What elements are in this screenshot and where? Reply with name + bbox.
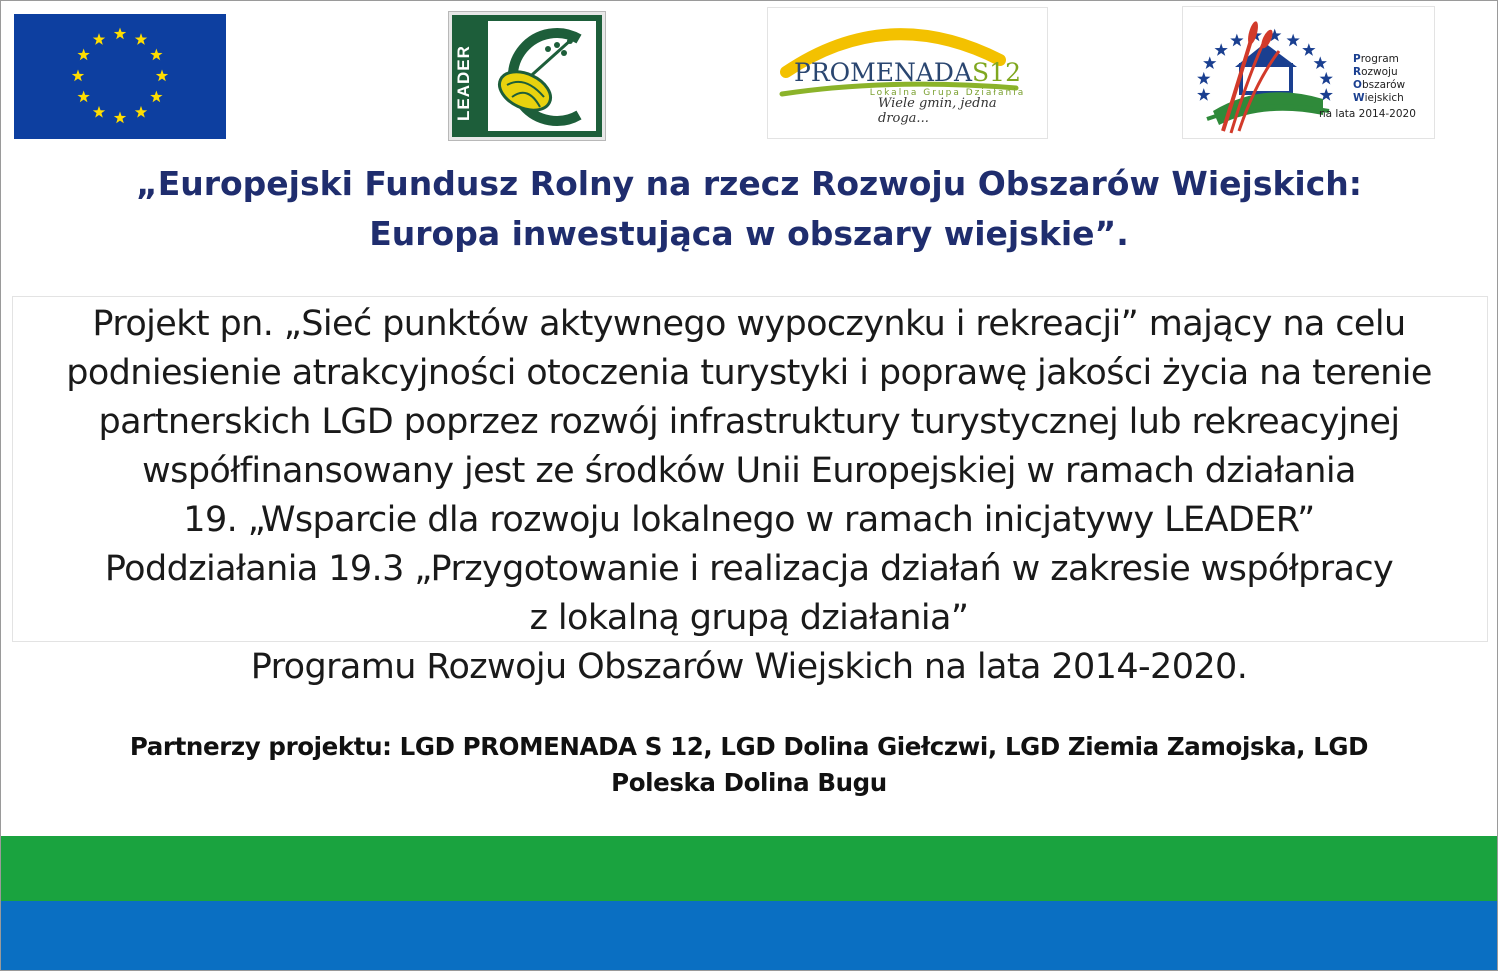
leader-logo-text: LEADER <box>454 45 473 121</box>
heading-line-2: Europa inwestująca w obszary wiejskie”. <box>369 214 1129 253</box>
prow-star-icon <box>1314 56 1327 69</box>
eu-stars-icon <box>14 14 226 139</box>
leader-logo <box>449 12 605 140</box>
prow-star-icon <box>1230 34 1243 47</box>
prow-years: na lata 2014-2020 <box>1319 108 1416 120</box>
prow-logo <box>1182 6 1435 139</box>
prow-star-icon <box>1286 34 1299 47</box>
description-line-7: z lokalną grupą działania” <box>529 598 969 638</box>
eu-flag-logo <box>14 14 226 139</box>
eu-star-icon <box>93 33 105 45</box>
green-band <box>1 836 1497 901</box>
heading-line-1: „Europejski Fundusz Rolny na rzecz Rozwoju Obszarów Wiejskich: <box>136 164 1362 203</box>
eu-star-icon <box>114 112 126 124</box>
eu-star-icon <box>156 70 168 82</box>
blue-band <box>1 901 1497 971</box>
description-line-8: Programu Rozwoju Obszarów Wiejskich na lata 2014-2020. <box>250 647 1248 687</box>
eu-star-icon <box>77 91 89 103</box>
prow-star-icon <box>1302 43 1315 56</box>
description-line-4: współfinansowany jest ze środków Unii Europejskiej w ramach działania <box>142 451 1356 491</box>
description-line-2: podniesienie atrakcyjności otoczenia turystyki i poprawę jakości życia na terenie <box>66 353 1432 393</box>
prow-star-icon <box>1215 43 1228 56</box>
promenada-slogan: Wiele gmin, jedna droga... <box>878 96 997 126</box>
prow-wordmark: Program Rozwoju Obszarów Wiejskich <box>1353 53 1406 104</box>
description-line-6: Poddziałania 19.3 „Przygotowanie i realizacja działań w zakresie współpracy <box>104 549 1394 589</box>
promenada-name <box>768 58 1047 87</box>
main-heading <box>21 159 1477 259</box>
prow-star-icon <box>1203 56 1216 69</box>
description-line-5: 19. „Wsparcie dla rozwoju lokalnego w ramach inicjatywy LEADER” <box>183 500 1315 540</box>
eu-star-icon <box>150 91 162 103</box>
leader-emblem-icon <box>452 15 602 137</box>
project-description <box>1 300 1497 692</box>
prow-star-icon <box>1320 72 1333 85</box>
prow-star-icon <box>1197 88 1210 101</box>
eu-star-icon <box>150 49 162 61</box>
promenada-name-main: PROMENADA <box>794 58 973 87</box>
eu-star-icon <box>93 106 105 118</box>
promenada-s12-logo <box>767 7 1048 139</box>
description-line-1: Projekt pn. „Sieć punktów aktywnego wypoczynku i rekreacji” mający na celu <box>92 304 1406 344</box>
partners-line-1: Partnerzy projektu: LGD PROMENADA S 12, LGD Dolina Giełczwi, LGD Ziemia Zamojska, LGD <box>129 732 1369 761</box>
description-line-3: partnerskich LGD poprzez rozwój infrastruktury turystycznej lub rekreacyjnej <box>98 402 1400 442</box>
project-partners <box>31 729 1467 801</box>
promenada-name-suffix: S12 <box>972 58 1021 87</box>
eu-star-icon <box>135 33 147 45</box>
eu-star-icon <box>135 106 147 118</box>
eu-star-icon <box>72 70 84 82</box>
eu-star-icon <box>114 28 126 40</box>
promenada-subtitle: Lokalna Grupa Działania <box>869 88 1026 98</box>
eu-star-icon <box>77 49 89 61</box>
prow-star-icon <box>1197 72 1210 85</box>
partners-line-2: Poleska Dolina Bugu <box>611 768 887 797</box>
